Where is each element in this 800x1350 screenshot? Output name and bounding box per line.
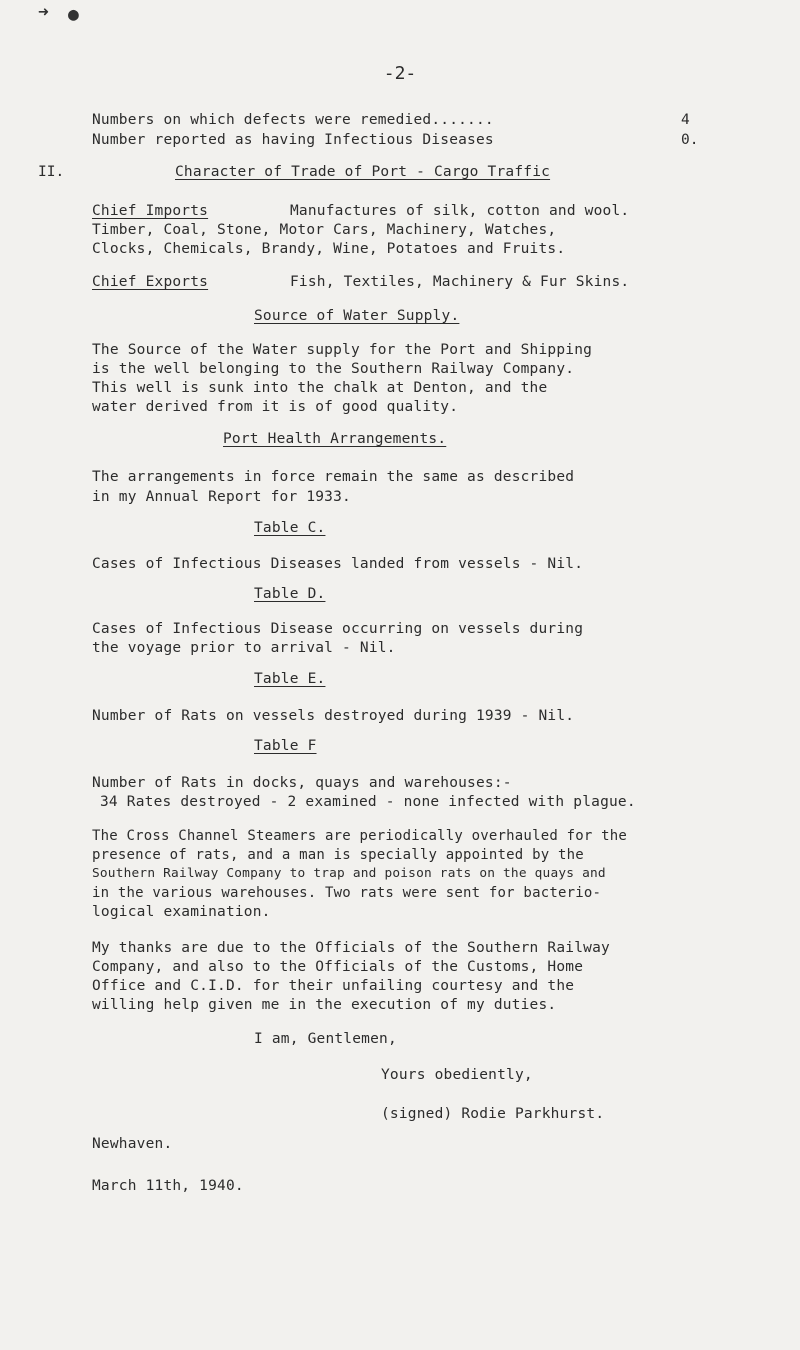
- table-c-heading: Table C.: [254, 520, 326, 536]
- water-line-2: is the well belonging to the Southern Railway Company.: [92, 361, 575, 377]
- chief-exports-label: Chief Exports: [92, 274, 209, 290]
- thanks-line-2: Company, and also to the Officials of the Customs, Home: [92, 959, 584, 975]
- salutation: I am, Gentlemen,: [254, 1031, 397, 1047]
- chief-imports-line2: Timber, Coal, Stone, Motor Cars, Machinery, Watches,: [92, 222, 557, 238]
- port-health-line-1: The arrangements in force remain the same as described: [92, 469, 575, 485]
- table-d-line-1: Cases of Infectious Disease occurring on vessels during: [92, 621, 584, 637]
- arrow-mark: ➜: [38, 2, 49, 23]
- rats-paragraph-line-2: presence of rats, and a man is specially appointed by the: [92, 847, 584, 863]
- section-heading: Character of Trade of Port - Cargo Traffic: [175, 164, 551, 180]
- bullet-mark: ●: [68, 4, 79, 25]
- table-f-line-2: 34 Rates destroyed - 2 examined - none infected with plague.: [100, 794, 636, 810]
- port-health-heading: Port Health Arrangements.: [223, 431, 447, 447]
- table-f-line-1: Number of Rats in docks, quays and warehouses:-: [92, 775, 512, 791]
- chief-exports-value: Fish, Textiles, Machinery & Fur Skins.: [290, 274, 630, 290]
- water-line-4: water derived from it is of good quality.: [92, 399, 459, 415]
- water-line-1: The Source of the Water supply for the Port and Shipping: [92, 342, 593, 358]
- chief-imports-line1: Manufactures of silk, cotton and wool.: [290, 203, 630, 219]
- rats-paragraph-line-5: logical examination.: [92, 904, 271, 920]
- chief-imports-line3: Clocks, Chemicals, Brandy, Wine, Potatoes and Fruits.: [92, 241, 566, 257]
- infectious-reported-label: Number reported as having Infectious Diseases: [92, 132, 494, 148]
- water-line-3: This well is sunk into the chalk at Denton, and the: [92, 380, 548, 396]
- infectious-reported-value: 0.: [681, 132, 699, 148]
- defects-remedied-value: 4: [681, 112, 690, 128]
- rats-paragraph-line-1: The Cross Channel Steamers are periodically overhauled for the: [92, 828, 627, 844]
- table-e-heading: Table E.: [254, 671, 326, 687]
- port-health-line-2: in my Annual Report for 1933.: [92, 489, 351, 505]
- table-c-text: Cases of Infectious Diseases landed from vessels - Nil.: [92, 556, 584, 572]
- table-f-heading: Table F: [254, 738, 317, 754]
- signature: (signed) Rodie Parkhurst.: [381, 1106, 605, 1122]
- table-e-text: Number of Rats on vessels destroyed during 1939 - Nil.: [92, 708, 575, 724]
- thanks-line-1: My thanks are due to the Officials of the Southern Railway: [92, 940, 610, 956]
- chief-imports-label: Chief Imports: [92, 203, 209, 219]
- page-number: -2-: [383, 63, 417, 84]
- place: Newhaven.: [92, 1136, 173, 1152]
- section-numeral: II.: [38, 164, 65, 180]
- thanks-line-4: willing help given me in the execution of my duties.: [92, 997, 557, 1013]
- rats-paragraph-line-3: Southern Railway Company to trap and poison rats on the quays and: [92, 866, 606, 881]
- table-d-line-2: the voyage prior to arrival - Nil.: [92, 640, 396, 656]
- valediction: Yours obediently,: [381, 1067, 533, 1083]
- date: March 11th, 1940.: [92, 1178, 244, 1194]
- thanks-line-3: Office and C.I.D. for their unfailing courtesy and the: [92, 978, 575, 994]
- rats-paragraph-line-4: in the various warehouses. Two rats were sent for bacterio-: [92, 885, 602, 901]
- water-supply-heading: Source of Water Supply.: [254, 308, 460, 324]
- defects-remedied-label: Numbers on which defects were remedied.......: [92, 112, 494, 128]
- table-d-heading: Table D.: [254, 586, 326, 602]
